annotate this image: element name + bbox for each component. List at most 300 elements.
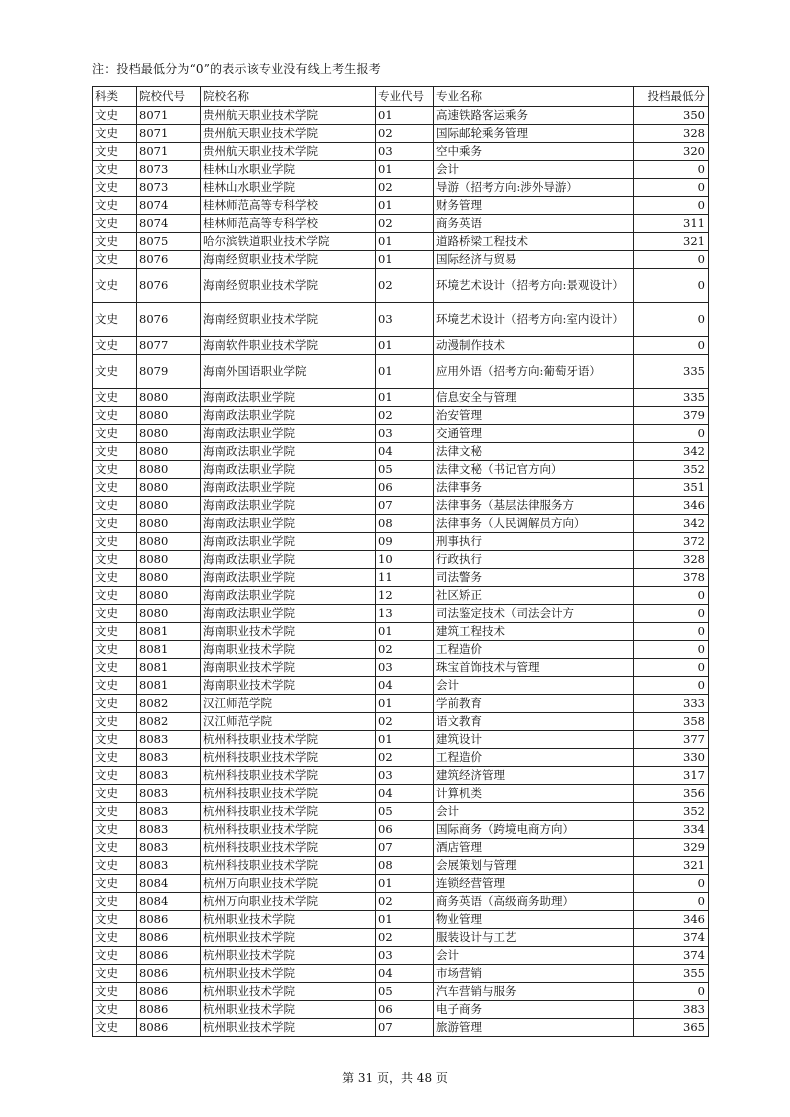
table-row <box>93 803 709 821</box>
cell-major-name: 法律文秘（书记官方向） <box>434 461 634 479</box>
cell-major-name: 法律文秘 <box>434 443 634 461</box>
cell-school-code: 8080 <box>137 551 201 569</box>
cell-school-code: 8082 <box>137 695 201 713</box>
table-row <box>93 107 709 125</box>
cell-major-code: 02 <box>376 269 434 303</box>
cell-major-code: 03 <box>376 303 434 337</box>
table-row <box>93 407 709 425</box>
table-row <box>93 641 709 659</box>
cell-major-name: 应用外语（招考方向:葡萄牙语） <box>434 355 634 389</box>
cell-min-score: 0 <box>634 983 709 1001</box>
table-row <box>93 857 709 875</box>
cell-min-score: 320 <box>634 143 709 161</box>
cell-major-name: 法律事务 <box>434 479 634 497</box>
cell-school-name: 杭州科技职业技术学院 <box>201 785 376 803</box>
cell-major-code: 04 <box>376 677 434 695</box>
cell-category: 文史 <box>93 605 137 623</box>
cell-major-name: 高速铁路客运乘务 <box>434 107 634 125</box>
cell-major-code: 01 <box>376 911 434 929</box>
cell-category: 文史 <box>93 1001 137 1019</box>
table-row <box>93 161 709 179</box>
cell-min-score: 0 <box>634 605 709 623</box>
cell-min-score: 0 <box>634 659 709 677</box>
table-row <box>93 965 709 983</box>
cell-major-name: 学前教育 <box>434 695 634 713</box>
cell-major-code: 03 <box>376 767 434 785</box>
cell-category: 文史 <box>93 641 137 659</box>
cell-category: 文史 <box>93 355 137 389</box>
table-row <box>93 1001 709 1019</box>
cell-min-score: 335 <box>634 389 709 407</box>
cell-school-name: 杭州科技职业技术学院 <box>201 767 376 785</box>
table-row <box>93 551 709 569</box>
cell-school-code: 8086 <box>137 983 201 1001</box>
cell-category: 文史 <box>93 749 137 767</box>
cell-school-name: 杭州科技职业技术学院 <box>201 821 376 839</box>
cell-school-code: 8082 <box>137 713 201 731</box>
cell-major-code: 02 <box>376 893 434 911</box>
cell-major-name: 商务英语（高级商务助理） <box>434 893 634 911</box>
cell-major-name: 国际商务（跨境电商方向） <box>434 821 634 839</box>
cell-category: 文史 <box>93 821 137 839</box>
cell-major-name: 信息安全与管理 <box>434 389 634 407</box>
cell-category: 文史 <box>93 125 137 143</box>
cell-school-code: 8083 <box>137 857 201 875</box>
cell-min-score: 329 <box>634 839 709 857</box>
table-row <box>93 911 709 929</box>
cell-min-score: 328 <box>634 551 709 569</box>
cell-major-name: 工程造价 <box>434 641 634 659</box>
cell-major-name: 市场营销 <box>434 965 634 983</box>
cell-major-name: 空中乘务 <box>434 143 634 161</box>
header-major-name: 专业名称 <box>434 87 634 107</box>
cell-major-code: 03 <box>376 659 434 677</box>
cell-school-name: 贵州航天职业技术学院 <box>201 125 376 143</box>
cell-category: 文史 <box>93 785 137 803</box>
cell-school-name: 杭州科技职业技术学院 <box>201 839 376 857</box>
header-school-code: 院校代号 <box>137 87 201 107</box>
cell-min-score: 0 <box>634 641 709 659</box>
cell-major-name: 行政执行 <box>434 551 634 569</box>
cell-major-code: 02 <box>376 179 434 197</box>
cell-school-code: 8079 <box>137 355 201 389</box>
table-row <box>93 623 709 641</box>
table-row <box>93 569 709 587</box>
cell-school-code: 8076 <box>137 269 201 303</box>
cell-category: 文史 <box>93 911 137 929</box>
cell-major-name: 司法警务 <box>434 569 634 587</box>
cell-major-name: 建筑经济管理 <box>434 767 634 785</box>
cell-category: 文史 <box>93 965 137 983</box>
cell-min-score: 346 <box>634 911 709 929</box>
cell-school-name: 杭州职业技术学院 <box>201 947 376 965</box>
cell-major-name: 珠宝首饰技术与管理 <box>434 659 634 677</box>
cell-major-name: 国际经济与贸易 <box>434 251 634 269</box>
cell-school-code: 8080 <box>137 461 201 479</box>
cell-category: 文史 <box>93 893 137 911</box>
cell-category: 文史 <box>93 215 137 233</box>
cell-major-code: 03 <box>376 425 434 443</box>
page-footer: 第 31 页，共 48 页 <box>342 1071 448 1085</box>
table-row <box>93 233 709 251</box>
cell-major-code: 01 <box>376 337 434 355</box>
cell-major-code: 04 <box>376 965 434 983</box>
cell-min-score: 335 <box>634 355 709 389</box>
cell-major-name: 社区矫正 <box>434 587 634 605</box>
cell-min-score: 356 <box>634 785 709 803</box>
cell-school-code: 8083 <box>137 731 201 749</box>
cell-school-name: 海南政法职业学院 <box>201 605 376 623</box>
cell-school-code: 8081 <box>137 623 201 641</box>
cell-major-code: 01 <box>376 731 434 749</box>
cell-school-name: 海南政法职业学院 <box>201 569 376 587</box>
cell-major-code: 02 <box>376 407 434 425</box>
page-note: 注：投档最低分为“0”的表示该专业没有线上考生报考 <box>92 62 381 76</box>
cell-school-code: 8081 <box>137 641 201 659</box>
cell-school-code: 8086 <box>137 947 201 965</box>
cell-school-name: 杭州科技职业技术学院 <box>201 857 376 875</box>
cell-category: 文史 <box>93 677 137 695</box>
cell-school-name: 杭州科技职业技术学院 <box>201 731 376 749</box>
cell-school-code: 8080 <box>137 443 201 461</box>
cell-category: 文史 <box>93 479 137 497</box>
table-row <box>93 1019 709 1037</box>
cell-school-code: 8083 <box>137 749 201 767</box>
cell-min-score: 358 <box>634 713 709 731</box>
table-row <box>93 303 709 337</box>
cell-category: 文史 <box>93 587 137 605</box>
cell-school-name: 杭州万向职业技术学院 <box>201 893 376 911</box>
cell-category: 文史 <box>93 659 137 677</box>
cell-school-name: 海南职业技术学院 <box>201 659 376 677</box>
header-school-name: 院校名称 <box>201 87 376 107</box>
cell-category: 文史 <box>93 713 137 731</box>
cell-min-score: 352 <box>634 803 709 821</box>
table-row <box>93 587 709 605</box>
cell-category: 文史 <box>93 107 137 125</box>
cell-category: 文史 <box>93 551 137 569</box>
cell-school-code: 8071 <box>137 107 201 125</box>
cell-major-name: 国际邮轮乘务管理 <box>434 125 634 143</box>
cell-category: 文史 <box>93 497 137 515</box>
table-row <box>93 197 709 215</box>
cell-school-name: 海南政法职业学院 <box>201 515 376 533</box>
cell-major-code: 04 <box>376 443 434 461</box>
cell-school-name: 海南外国语职业学院 <box>201 355 376 389</box>
cell-major-code: 03 <box>376 143 434 161</box>
cell-major-code: 12 <box>376 587 434 605</box>
cell-school-name: 海南经贸职业技术学院 <box>201 269 376 303</box>
cell-school-code: 8076 <box>137 303 201 337</box>
cell-school-code: 8080 <box>137 587 201 605</box>
cell-min-score: 328 <box>634 125 709 143</box>
cell-major-code: 01 <box>376 695 434 713</box>
cell-school-code: 8083 <box>137 803 201 821</box>
cell-min-score: 0 <box>634 677 709 695</box>
cell-min-score: 0 <box>634 161 709 179</box>
cell-category: 文史 <box>93 839 137 857</box>
cell-major-code: 02 <box>376 713 434 731</box>
cell-major-code: 01 <box>376 355 434 389</box>
cell-school-code: 8071 <box>137 125 201 143</box>
cell-major-code: 08 <box>376 515 434 533</box>
cell-school-name: 海南政法职业学院 <box>201 551 376 569</box>
table-row <box>93 515 709 533</box>
table-row <box>93 215 709 233</box>
cell-school-name: 海南政法职业学院 <box>201 533 376 551</box>
cell-school-code: 8084 <box>137 875 201 893</box>
table-row <box>93 785 709 803</box>
cell-major-code: 07 <box>376 839 434 857</box>
cell-major-code: 01 <box>376 623 434 641</box>
cell-min-score: 317 <box>634 767 709 785</box>
cell-min-score: 374 <box>634 929 709 947</box>
cell-major-code: 05 <box>376 983 434 1001</box>
cell-category: 文史 <box>93 623 137 641</box>
cell-school-code: 8086 <box>137 1019 201 1037</box>
cell-major-code: 01 <box>376 161 434 179</box>
admission-score-table <box>92 86 709 1037</box>
table-row <box>93 929 709 947</box>
cell-min-score: 352 <box>634 461 709 479</box>
cell-major-code: 01 <box>376 197 434 215</box>
cell-major-code: 02 <box>376 125 434 143</box>
cell-school-code: 8080 <box>137 497 201 515</box>
cell-school-code: 8075 <box>137 233 201 251</box>
cell-major-name: 连锁经营管理 <box>434 875 634 893</box>
cell-major-code: 06 <box>376 1001 434 1019</box>
cell-major-code: 05 <box>376 461 434 479</box>
cell-major-name: 导游（招考方向:涉外导游） <box>434 179 634 197</box>
cell-school-name: 贵州航天职业技术学院 <box>201 107 376 125</box>
cell-school-code: 8071 <box>137 143 201 161</box>
cell-category: 文史 <box>93 179 137 197</box>
cell-major-name: 会计 <box>434 677 634 695</box>
cell-school-code: 8084 <box>137 893 201 911</box>
cell-school-name: 桂林师范高等专科学校 <box>201 197 376 215</box>
cell-major-code: 06 <box>376 821 434 839</box>
cell-school-name: 海南政法职业学院 <box>201 479 376 497</box>
cell-major-code: 02 <box>376 641 434 659</box>
cell-major-name: 法律事务（基层法律服务方 <box>434 497 634 515</box>
cell-major-name: 服装设计与工艺 <box>434 929 634 947</box>
cell-school-name: 杭州科技职业技术学院 <box>201 749 376 767</box>
table-row <box>93 533 709 551</box>
cell-min-score: 374 <box>634 947 709 965</box>
cell-major-code: 05 <box>376 803 434 821</box>
cell-major-code: 01 <box>376 107 434 125</box>
table-row <box>93 461 709 479</box>
cell-min-score: 346 <box>634 497 709 515</box>
cell-major-code: 01 <box>376 233 434 251</box>
cell-major-name: 会计 <box>434 947 634 965</box>
table-row <box>93 659 709 677</box>
cell-school-code: 8080 <box>137 425 201 443</box>
cell-school-name: 海南政法职业学院 <box>201 587 376 605</box>
cell-school-code: 8080 <box>137 515 201 533</box>
cell-school-code: 8086 <box>137 965 201 983</box>
cell-min-score: 0 <box>634 197 709 215</box>
cell-major-name: 工程造价 <box>434 749 634 767</box>
cell-category: 文史 <box>93 695 137 713</box>
cell-major-name: 法律事务（人民调解员方向） <box>434 515 634 533</box>
cell-school-name: 杭州科技职业技术学院 <box>201 803 376 821</box>
cell-major-code: 01 <box>376 389 434 407</box>
cell-major-name: 财务管理 <box>434 197 634 215</box>
cell-school-name: 汉江师范学院 <box>201 713 376 731</box>
cell-school-name: 海南政法职业学院 <box>201 443 376 461</box>
table-row <box>93 983 709 1001</box>
cell-category: 文史 <box>93 515 137 533</box>
cell-category: 文史 <box>93 947 137 965</box>
cell-school-name: 海南经贸职业技术学院 <box>201 303 376 337</box>
cell-min-score: 0 <box>634 179 709 197</box>
table-header-row <box>93 87 709 107</box>
cell-min-score: 355 <box>634 965 709 983</box>
cell-school-name: 杭州职业技术学院 <box>201 1019 376 1037</box>
cell-category: 文史 <box>93 303 137 337</box>
cell-school-code: 8080 <box>137 389 201 407</box>
cell-major-code: 10 <box>376 551 434 569</box>
cell-category: 文史 <box>93 857 137 875</box>
cell-school-name: 哈尔滨铁道职业技术学院 <box>201 233 376 251</box>
cell-category: 文史 <box>93 143 137 161</box>
cell-school-name: 海南政法职业学院 <box>201 425 376 443</box>
cell-school-name: 海南政法职业学院 <box>201 407 376 425</box>
table-row <box>93 125 709 143</box>
cell-min-score: 334 <box>634 821 709 839</box>
cell-school-name: 海南软件职业技术学院 <box>201 337 376 355</box>
cell-school-name: 海南职业技术学院 <box>201 623 376 641</box>
table-row <box>93 497 709 515</box>
cell-min-score: 321 <box>634 857 709 875</box>
cell-school-name: 海南政法职业学院 <box>201 497 376 515</box>
cell-category: 文史 <box>93 251 137 269</box>
table-row <box>93 947 709 965</box>
cell-school-code: 8080 <box>137 407 201 425</box>
cell-school-name: 杭州职业技术学院 <box>201 983 376 1001</box>
cell-category: 文史 <box>93 803 137 821</box>
cell-major-name: 道路桥梁工程技术 <box>434 233 634 251</box>
cell-category: 文史 <box>93 337 137 355</box>
cell-category: 文史 <box>93 407 137 425</box>
cell-category: 文史 <box>93 197 137 215</box>
cell-school-code: 8083 <box>137 785 201 803</box>
table-row <box>93 479 709 497</box>
cell-min-score: 377 <box>634 731 709 749</box>
table-row <box>93 389 709 407</box>
cell-school-code: 8080 <box>137 533 201 551</box>
cell-major-code: 02 <box>376 749 434 767</box>
cell-major-name: 司法鉴定技术（司法会计方 <box>434 605 634 623</box>
cell-major-code: 03 <box>376 947 434 965</box>
table-row <box>93 605 709 623</box>
cell-school-code: 8073 <box>137 161 201 179</box>
cell-major-name: 环境艺术设计（招考方向:室内设计） <box>434 303 634 337</box>
cell-school-code: 8073 <box>137 179 201 197</box>
cell-major-name: 酒店管理 <box>434 839 634 857</box>
cell-category: 文史 <box>93 875 137 893</box>
cell-min-score: 342 <box>634 515 709 533</box>
cell-major-code: 02 <box>376 929 434 947</box>
cell-category: 文史 <box>93 269 137 303</box>
cell-school-name: 海南职业技术学院 <box>201 641 376 659</box>
cell-min-score: 342 <box>634 443 709 461</box>
cell-school-code: 8083 <box>137 839 201 857</box>
header-min-score: 投档最低分 <box>634 87 709 107</box>
cell-major-code: 07 <box>376 1019 434 1037</box>
cell-school-name: 杭州职业技术学院 <box>201 1001 376 1019</box>
table-row <box>93 767 709 785</box>
cell-min-score: 311 <box>634 215 709 233</box>
cell-min-score: 0 <box>634 303 709 337</box>
table-row <box>93 839 709 857</box>
cell-min-score: 379 <box>634 407 709 425</box>
cell-school-name: 桂林山水职业学院 <box>201 179 376 197</box>
cell-major-name: 会展策划与管理 <box>434 857 634 875</box>
cell-min-score: 0 <box>634 425 709 443</box>
cell-school-code: 8083 <box>137 767 201 785</box>
cell-school-code: 8074 <box>137 215 201 233</box>
cell-category: 文史 <box>93 929 137 947</box>
cell-school-name: 海南职业技术学院 <box>201 677 376 695</box>
cell-min-score: 383 <box>634 1001 709 1019</box>
cell-major-name: 治安管理 <box>434 407 634 425</box>
cell-major-code: 01 <box>376 875 434 893</box>
cell-major-name: 汽车营销与服务 <box>434 983 634 1001</box>
table-row <box>93 677 709 695</box>
cell-category: 文史 <box>93 983 137 1001</box>
cell-major-code: 09 <box>376 533 434 551</box>
cell-category: 文史 <box>93 233 137 251</box>
cell-school-code: 8083 <box>137 821 201 839</box>
cell-category: 文史 <box>93 161 137 179</box>
cell-school-name: 杭州职业技术学院 <box>201 929 376 947</box>
cell-category: 文史 <box>93 731 137 749</box>
cell-category: 文史 <box>93 461 137 479</box>
table-row <box>93 893 709 911</box>
cell-category: 文史 <box>93 389 137 407</box>
header-category: 科类 <box>93 87 137 107</box>
cell-category: 文史 <box>93 569 137 587</box>
cell-school-name: 汉江师范学院 <box>201 695 376 713</box>
cell-major-name: 商务英语 <box>434 215 634 233</box>
table-row <box>93 355 709 389</box>
table-row <box>93 143 709 161</box>
cell-school-code: 8086 <box>137 911 201 929</box>
cell-major-name: 旅游管理 <box>434 1019 634 1037</box>
cell-major-code: 13 <box>376 605 434 623</box>
table-row <box>93 695 709 713</box>
cell-major-code: 02 <box>376 215 434 233</box>
cell-major-name: 会计 <box>434 803 634 821</box>
table-row <box>93 713 709 731</box>
cell-school-name: 海南政法职业学院 <box>201 461 376 479</box>
cell-school-name: 桂林山水职业学院 <box>201 161 376 179</box>
table-row <box>93 251 709 269</box>
cell-school-code: 8080 <box>137 605 201 623</box>
cell-major-code: 01 <box>376 251 434 269</box>
table-row <box>93 443 709 461</box>
cell-major-code: 04 <box>376 785 434 803</box>
cell-major-code: 08 <box>376 857 434 875</box>
cell-min-score: 372 <box>634 533 709 551</box>
cell-school-name: 海南政法职业学院 <box>201 389 376 407</box>
cell-category: 文史 <box>93 1019 137 1037</box>
cell-min-score: 321 <box>634 233 709 251</box>
cell-school-name: 贵州航天职业技术学院 <box>201 143 376 161</box>
cell-major-name: 建筑设计 <box>434 731 634 749</box>
